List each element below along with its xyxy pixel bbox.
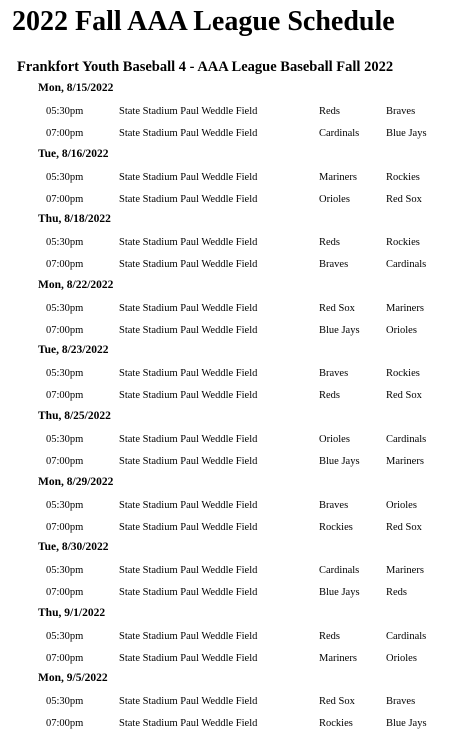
schedule-list [0,80,449,736]
day-header: Mon, 9/5/2022 [38,672,108,685]
game-venue: State Stadium Paul Weddle Field [119,193,258,205]
home-team: Reds [319,630,340,642]
away-team: Braves [386,696,416,708]
home-team: Braves [319,259,349,271]
home-team: Orioles [319,433,350,445]
page-title: 2022 Fall AAA League Schedule [12,6,395,37]
away-team: Mariners [386,565,424,577]
game-time: 07:00pm [46,390,84,402]
game-venue: State Stadium Paul Weddle Field [119,521,258,533]
away-team: Red Sox [386,390,422,402]
game-row [0,388,449,404]
game-time: 05:30pm [46,237,84,249]
day-block [0,342,449,408]
game-venue: State Stadium Paul Weddle Field [119,630,258,642]
away-team: Mariners [386,455,424,467]
game-time: 05:30pm [46,696,84,708]
game-time: 05:30pm [46,106,84,117]
home-team: Reds [319,390,340,402]
game-time: 05:30pm [46,565,84,577]
home-team: Red Sox [319,696,355,708]
day-block [0,211,449,277]
game-row [0,651,449,667]
day-block [0,80,449,146]
away-team: Blue Jays [386,718,427,730]
away-team: Mariners [386,302,424,314]
game-row [0,520,449,536]
home-team: Braves [319,368,349,380]
day-block [0,474,449,540]
away-team: Rockies [386,171,420,183]
home-team: Orioles [319,193,350,205]
game-row [0,170,449,186]
away-team: Orioles [386,652,417,664]
day-header: Thu, 8/25/2022 [38,409,111,422]
away-team: Blue Jays [386,128,427,139]
game-row [0,694,449,710]
game-venue: State Stadium Paul Weddle Field [119,499,258,511]
game-time: 05:30pm [46,433,84,445]
away-team: Orioles [386,324,417,336]
game-time: 07:00pm [46,128,84,139]
game-time: 07:00pm [46,587,84,599]
game-venue: State Stadium Paul Weddle Field [119,259,258,271]
home-team: Blue Jays [319,324,360,336]
game-row [0,104,449,120]
away-team: Orioles [386,499,417,511]
game-row [0,454,449,470]
game-venue: State Stadium Paul Weddle Field [119,171,258,183]
home-team: Braves [319,499,349,511]
home-team: Blue Jays [319,455,360,467]
game-time: 07:00pm [46,455,84,467]
game-venue: State Stadium Paul Weddle Field [119,587,258,599]
game-venue: State Stadium Paul Weddle Field [119,433,258,445]
game-row [0,192,449,208]
game-venue: State Stadium Paul Weddle Field [119,237,258,249]
day-header: Thu, 9/1/2022 [38,606,106,619]
game-venue: State Stadium Paul Weddle Field [119,718,258,730]
game-time: 05:30pm [46,368,84,380]
day-block [0,670,449,736]
game-row [0,126,449,142]
away-team: Cardinals [386,259,427,271]
home-team: Reds [319,106,340,117]
day-header: Tue, 8/16/2022 [38,147,109,160]
game-venue: State Stadium Paul Weddle Field [119,565,258,577]
day-header: Tue, 8/30/2022 [38,541,109,554]
game-venue: State Stadium Paul Weddle Field [119,106,258,117]
away-team: Rockies [386,237,420,249]
game-row [0,563,449,579]
game-row [0,235,449,251]
home-team: Reds [319,237,340,249]
home-team: Rockies [319,521,353,533]
game-venue: State Stadium Paul Weddle Field [119,128,258,139]
day-header: Mon, 8/29/2022 [38,475,114,488]
away-team: Red Sox [386,521,422,533]
day-header: Mon, 8/15/2022 [38,82,114,94]
home-team: Cardinals [319,128,360,139]
game-row [0,323,449,339]
game-venue: State Stadium Paul Weddle Field [119,696,258,708]
game-venue: State Stadium Paul Weddle Field [119,302,258,314]
game-time: 07:00pm [46,193,84,205]
league-subtitle: Frankfort Youth Baseball 4 - AAA League Baseball Fall 2022 [17,59,394,75]
game-row [0,716,449,732]
game-row [0,585,449,601]
home-team: Blue Jays [319,587,360,599]
away-team: Braves [386,106,416,117]
game-venue: State Stadium Paul Weddle Field [119,324,258,336]
game-venue: State Stadium Paul Weddle Field [119,390,258,402]
game-time: 07:00pm [46,521,84,533]
away-team: Cardinals [386,630,427,642]
away-team: Reds [386,587,407,599]
day-block [0,146,449,212]
day-header: Thu, 8/18/2022 [38,213,111,226]
game-time: 07:00pm [46,324,84,336]
game-row [0,366,449,382]
game-time: 07:00pm [46,718,84,730]
game-row [0,301,449,317]
game-time: 07:00pm [46,259,84,271]
game-row [0,498,449,514]
home-team: Cardinals [319,565,360,577]
day-block [0,408,449,474]
game-time: 05:30pm [46,630,84,642]
away-team: Cardinals [386,433,427,445]
game-time: 07:00pm [46,652,84,664]
game-venue: State Stadium Paul Weddle Field [119,368,258,380]
home-team: Red Sox [319,302,355,314]
game-row [0,629,449,645]
game-time: 05:30pm [46,302,84,314]
day-block [0,605,449,671]
game-time: 05:30pm [46,171,84,183]
game-row [0,257,449,273]
day-header: Mon, 8/22/2022 [38,278,114,291]
day-header: Tue, 8/23/2022 [38,344,109,357]
home-team: Mariners [319,652,357,664]
game-venue: State Stadium Paul Weddle Field [119,652,258,664]
away-team: Rockies [386,368,420,380]
away-team: Red Sox [386,193,422,205]
day-block [0,277,449,343]
game-venue: State Stadium Paul Weddle Field [119,455,258,467]
home-team: Rockies [319,718,353,730]
home-team: Mariners [319,171,357,183]
day-block [0,539,449,605]
game-row [0,432,449,448]
game-time: 05:30pm [46,499,84,511]
